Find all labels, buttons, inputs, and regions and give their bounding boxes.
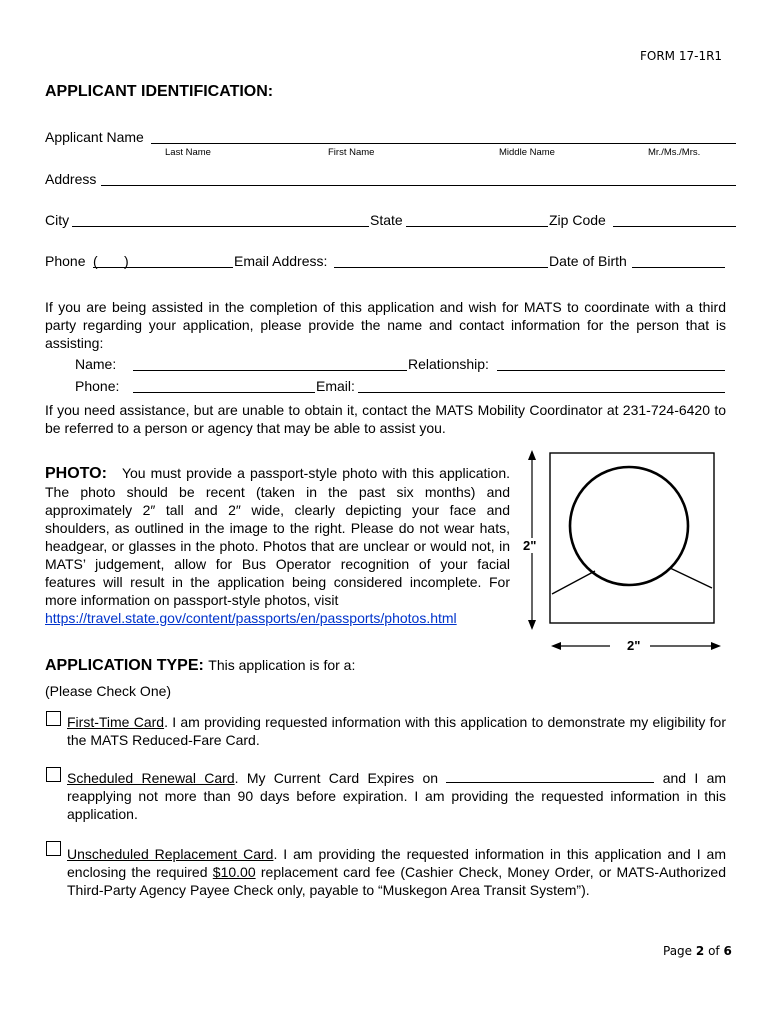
page-total: 6 [723, 944, 732, 958]
scheduled-renewal-card-text-a: . My Current Card Expires on [234, 770, 439, 786]
head-outline-icon [570, 467, 688, 585]
application-type-subheading: This application is for a: [208, 657, 356, 673]
assistance-note: If you need assistance, but are unable to obtain it, contact the MATS Mobility Coordinator at 231-724-6420 to be referred to a person or agency that may be able to assist you. [45, 402, 726, 436]
scheduled-renewal-card-checkbox[interactable] [46, 767, 61, 782]
photo-frame [550, 453, 714, 623]
first-time-card-text: . I am providing requested information with this application to demonstrate my eligibility for the MATS Reduced-Fare Card. [67, 714, 727, 748]
assistant-phone-line[interactable] [133, 392, 315, 393]
first-name-caption: First Name [328, 147, 375, 158]
address-label: Address [45, 171, 97, 187]
photo-heading: PHOTO: [45, 465, 107, 482]
phone-line[interactable] [93, 267, 233, 268]
arrow-right-icon [711, 642, 721, 650]
passport-photo-diagram [515, 448, 730, 658]
page-prefix: Page [663, 944, 693, 958]
address-line[interactable] [101, 185, 736, 186]
card-expiration-date-line[interactable] [446, 770, 654, 783]
phone-area-close: ) [124, 253, 129, 269]
unscheduled-replacement-card-text-b: replacement card fee (Cashier Check, Money Order, or MATS-Authorized Third-Party Agency Payee Check only, payable to “Muskegon Area Transit System”). [67, 864, 726, 898]
unscheduled-replacement-card-title: Unscheduled Replacement Card [67, 846, 274, 862]
unscheduled-replacement-card-text-a: . I am providing the requested information in this application and I am enclosing the required [67, 846, 726, 880]
phone-label: Phone [45, 253, 86, 269]
email-address-line[interactable] [334, 267, 548, 268]
email-address-label: Email Address: [234, 253, 328, 269]
first-time-card-option [67, 713, 726, 749]
assistant-phone-label: Phone: [75, 378, 120, 394]
state-line[interactable] [406, 226, 548, 227]
relationship-line[interactable] [497, 370, 725, 371]
last-name-caption: Last Name [165, 147, 211, 158]
scheduled-renewal-card-text-b: and I am reapplying not more than 90 days before expiration. I am providing the requested information in this application. [67, 770, 727, 822]
page-number [663, 944, 732, 958]
photo-text: You must provide a passport-style photo with this application. The photo should be recent (taken in the past six months) and approximately 2″ tall and 2″ wide, clearly depicting your face and shoulders, as outlined in the image to the right. Please do not wear hats, headgear, or glasses in the photo. Photos that are unclear or would not, in MATS’ judgement, allow for Bus Operator recognition of your facial features will result in the application being considered incomplete. For more information on passport-style photos, visit [45, 465, 510, 608]
application-type-heading-row [45, 657, 355, 675]
zip-code-line[interactable] [613, 226, 736, 227]
zip-code-label: Zip Code [549, 212, 606, 228]
arrow-left-icon [551, 642, 561, 650]
passport-photos-link[interactable]: https://travel.state.gov/content/passports/en/passports/photos.html [45, 610, 457, 626]
city-label: City [45, 212, 70, 228]
photo-instructions [45, 464, 510, 627]
state-label: State [370, 212, 403, 228]
replacement-fee-amount: $10.00 [212, 864, 256, 880]
assistant-email-line[interactable] [358, 392, 725, 393]
middle-name-caption: Middle Name [499, 147, 555, 158]
assistant-name-line[interactable] [133, 370, 407, 371]
page-current: 2 [695, 944, 705, 958]
date-of-birth-label: Date of Birth [549, 253, 627, 269]
phone-area-open: ( [93, 253, 98, 269]
assistant-email-label: Email: [316, 378, 355, 394]
title-caption: Mr./Ms./Mrs. [648, 147, 701, 158]
first-time-card-title: First-Time Card [67, 714, 165, 730]
relationship-label: Relationship: [408, 356, 489, 372]
form-number: FORM 17-1R1 [640, 49, 723, 63]
unscheduled-replacement-card-checkbox[interactable] [46, 841, 61, 856]
scheduled-renewal-card-option [67, 769, 726, 823]
check-one-instruction: (Please Check One) [45, 683, 172, 699]
arrow-down-icon [528, 620, 536, 630]
date-of-birth-line[interactable] [632, 267, 725, 268]
assistant-name-label: Name: [75, 356, 117, 372]
photo-height-label: 2" [523, 538, 537, 553]
applicant-name-label: Applicant Name [45, 129, 144, 145]
scheduled-renewal-card-title: Scheduled Renewal Card [67, 770, 235, 786]
assistance-intro: If you are being assisted in the completion of this application and wish for MATS to coordinate with a third party regarding your application, please provide the name and contact information for the person that is assisting: [45, 299, 726, 351]
section-title-applicant-identification: APPLICANT IDENTIFICATION: [45, 83, 274, 100]
applicant-name-line[interactable] [151, 143, 736, 144]
city-line[interactable] [72, 226, 369, 227]
page-of: of [708, 944, 720, 958]
first-time-card-checkbox[interactable] [46, 711, 61, 726]
application-type-heading: APPLICATION TYPE: [45, 657, 204, 674]
arrow-up-icon [528, 450, 536, 460]
unscheduled-replacement-card-option [67, 845, 726, 899]
photo-width-label: 2" [627, 638, 641, 653]
